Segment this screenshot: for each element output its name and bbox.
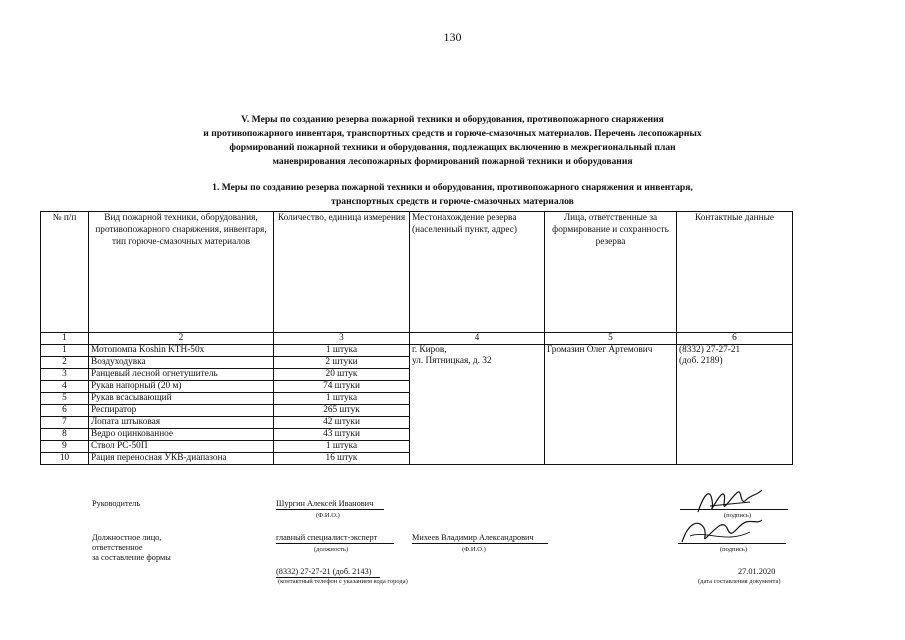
- row-item: Мотопомпа Koshin KTH-50x: [89, 345, 274, 357]
- table-row: [41, 345, 793, 357]
- row-quantity: 43 штуки: [274, 429, 410, 441]
- row-number: 9: [41, 441, 89, 453]
- row-item: Ранцевый лесной огнетушитель: [89, 369, 274, 381]
- official-name: Михеев Владимир Александрович: [412, 533, 548, 544]
- column-number: 4: [410, 333, 545, 345]
- column-number: 6: [677, 333, 793, 345]
- header-number: № п/п: [41, 212, 89, 333]
- contact-extension: (доб. 2189): [679, 356, 723, 366]
- reserve-table: [40, 211, 793, 465]
- phone-caption: (контактный телефон с указанием кода города): [278, 578, 408, 585]
- subsection-title: [80, 181, 825, 209]
- row-number: 3: [41, 369, 89, 381]
- table-header-row: [41, 212, 793, 333]
- column-number: 3: [274, 333, 410, 345]
- row-number: 10: [41, 453, 89, 465]
- date-caption: (дата составления документа): [698, 578, 781, 585]
- official-signature-icon: [676, 514, 766, 550]
- column-number: 5: [545, 333, 677, 345]
- signature-caption: (подпись): [724, 512, 751, 519]
- row-item: Лопата штыковая: [89, 417, 274, 429]
- header-contacts: Контактные данные: [677, 212, 793, 333]
- head-label: Руководитель: [92, 499, 141, 508]
- section-title-line: и противопожарного инвентаря, транспортных средств и горюче-смазочных материалов. Перечень лесопожарных: [203, 128, 702, 139]
- contacts-cell: [677, 345, 793, 465]
- official-signature-caption: (подпись): [720, 546, 747, 553]
- official-label-line: ответственное: [92, 543, 143, 552]
- row-item: Рация переносная УКВ-диапазона: [89, 453, 274, 465]
- row-quantity: 16 штук: [274, 453, 410, 465]
- row-quantity: 2 штуки: [274, 357, 410, 369]
- row-number: 8: [41, 429, 89, 441]
- section-title: [80, 113, 825, 169]
- row-quantity: 74 штуки: [274, 381, 410, 393]
- document-date: 27.01.2020: [738, 567, 776, 576]
- section-title-line: V. Меры по созданию резерва пожарной техники и оборудования, противопожарного снаряжения: [241, 114, 664, 125]
- location-street: ул. Пятницкая, д. 32: [412, 356, 492, 366]
- row-item: Ствол РС-50П: [89, 441, 274, 453]
- row-number: 7: [41, 417, 89, 429]
- row-quantity: 1 штука: [274, 345, 410, 357]
- location-cell: [410, 345, 545, 465]
- header-item: Вид пожарной техники, оборудования, противопожарного снаряжения, инвентаря, тип горюче-смазочных материалов: [89, 212, 274, 333]
- page-number: 130: [443, 30, 462, 44]
- row-number: 5: [41, 393, 89, 405]
- row-quantity: 1 штука: [274, 393, 410, 405]
- official-fio-caption: (Ф.И.О.): [462, 546, 486, 553]
- row-number: 2: [41, 357, 89, 369]
- column-number-row: [41, 333, 793, 345]
- responsible-cell: Громазин Олег Артемович: [545, 345, 677, 465]
- header-location: Местонахождение резерва (населенный пункт, адрес): [410, 212, 545, 333]
- fio-caption: (Ф.И.О.): [316, 512, 340, 519]
- header-quantity: Количество, единица измерения: [274, 212, 410, 333]
- official-phone: (8332) 27-27-21 (доб. 2143): [276, 567, 380, 578]
- row-item: Рукав напорный (20 м): [89, 381, 274, 393]
- row-number: 6: [41, 405, 89, 417]
- section-title-line: формирований пожарной техники и оборудования, подлежащих включению в межрегиональный план: [229, 142, 676, 153]
- official-label-line: за составление формы: [92, 553, 171, 562]
- row-item: Респиратор: [89, 405, 274, 417]
- row-item: Ведро оцинкованное: [89, 429, 274, 441]
- row-item: Воздуходувка: [89, 357, 274, 369]
- location-city: г. Киров,: [412, 345, 447, 355]
- contact-phone: (8332) 27-27-21: [679, 345, 741, 355]
- row-quantity: 1 штука: [274, 441, 410, 453]
- row-quantity: 42 штуки: [274, 417, 410, 429]
- row-number: 1: [41, 345, 89, 357]
- section-title-line: маневрирования лесопожарных формирований пожарной техники и оборудования: [272, 156, 633, 167]
- position-caption: (должность): [314, 546, 349, 553]
- row-number: 4: [41, 381, 89, 393]
- row-quantity: 265 штук: [274, 405, 410, 417]
- subsection-title-line: транспортных средств и горюче-смазочных материалов: [331, 196, 574, 207]
- header-responsible: Лица, ответственные за формирование и сохранность резерва: [545, 212, 677, 333]
- column-number: 1: [41, 333, 89, 345]
- official-label-line: Должностное лицо,: [92, 533, 162, 542]
- head-name: Шургин Алексей Иванович: [276, 499, 384, 510]
- official-label: [92, 533, 171, 563]
- row-item: Рукав всасывающий: [89, 393, 274, 405]
- official-position: главный специалист-эксперт: [276, 533, 394, 544]
- row-quantity: 20 штук: [274, 369, 410, 381]
- column-number: 2: [89, 333, 274, 345]
- subsection-title-line: 1. Меры по созданию резерва пожарной техники и оборудования, противопожарного снаряжения и инвентаря,: [212, 182, 693, 193]
